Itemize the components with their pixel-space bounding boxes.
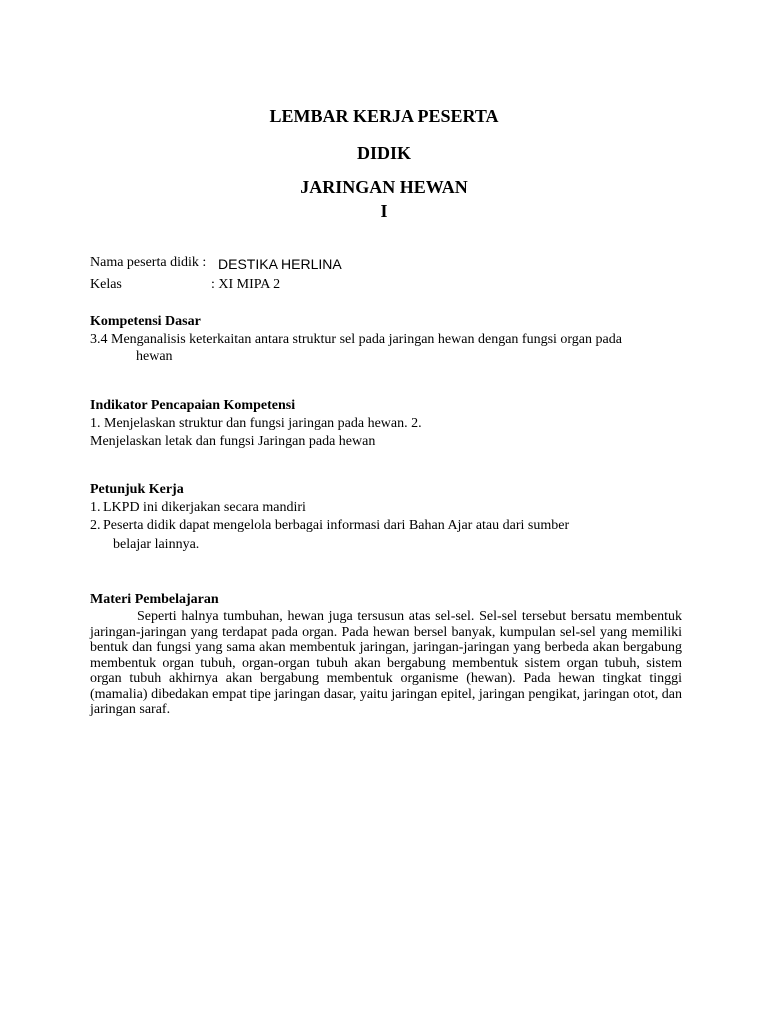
petunjuk-item-2-continuation: belajar lainnya. — [113, 537, 200, 552]
indikator-heading: Indikator Pencapaian Kompetensi — [90, 398, 296, 413]
document-title-line-1: LEMBAR KERJA PESERTA — [269, 106, 499, 126]
petunjuk-item-2-number: 2. — [90, 518, 101, 533]
document-title-line-3: JARINGAN HEWAN — [300, 177, 468, 197]
document-title-line-2: DIDIK — [356, 143, 411, 163]
kompetensi-line-2: hewan — [136, 349, 173, 364]
class-label: Kelas — [90, 277, 122, 292]
materi-heading: Materi Pembelajaran — [90, 592, 219, 607]
petunjuk-item-1-number: 1. — [90, 500, 101, 515]
petunjuk-item-1-text: LKPD ini dikerjakan secara mandiri — [103, 500, 306, 515]
name-label: Nama peserta didik : — [90, 255, 207, 270]
indikator-line-1: 1. Menjelaskan struktur dan fungsi jaringan pada hewan. 2. — [90, 416, 422, 431]
materi-paragraph: Seperti halnya tumbuhan, hewan juga tersusun atas sel-sel. Sel-sel tersebut bersatu membentuk jaringan-jaringan yang terdapat pada organ. Pada hewan bersel banyak, kumpulan sel-sel yang memiliki bentuk dan fungsi yang sama akan membentuk jaringan, jaringan-jaringan yang berbeda akan bergabung membentuk organ tubuh, organ-organ tubuh akan bergabung membentuk sistem organ tubuh, sistem organ tubuh akhirnya akan bergabung membentuk organisme (hewan). Pada hewan tingkat tinggi (mamalia) dibedakan empat tipe jaringan dasar, yaitu jaringan epitel, jaringan pengikat, jaringan otot, dan jaringan saraf. — [90, 609, 682, 717]
document-title-line-4: I — [380, 201, 388, 221]
indikator-line-2: Menjelaskan letak dan fungsi Jaringan pada hewan — [90, 434, 376, 449]
kompetensi-line-1: 3.4 Menganalisis keterkaitan antara struktur sel pada jaringan hewan dengan fungsi organ pada — [90, 332, 622, 347]
kompetensi-heading: Kompetensi Dasar — [90, 314, 201, 329]
petunjuk-heading: Petunjuk Kerja — [90, 482, 184, 497]
name-value: DESTIKA HERLINA — [218, 256, 342, 272]
class-value: : XI MIPA 2 — [211, 277, 281, 292]
petunjuk-item-2-text: Peserta didik dapat mengelola berbagai informasi dari Bahan Ajar atau dari sumber — [103, 518, 570, 533]
